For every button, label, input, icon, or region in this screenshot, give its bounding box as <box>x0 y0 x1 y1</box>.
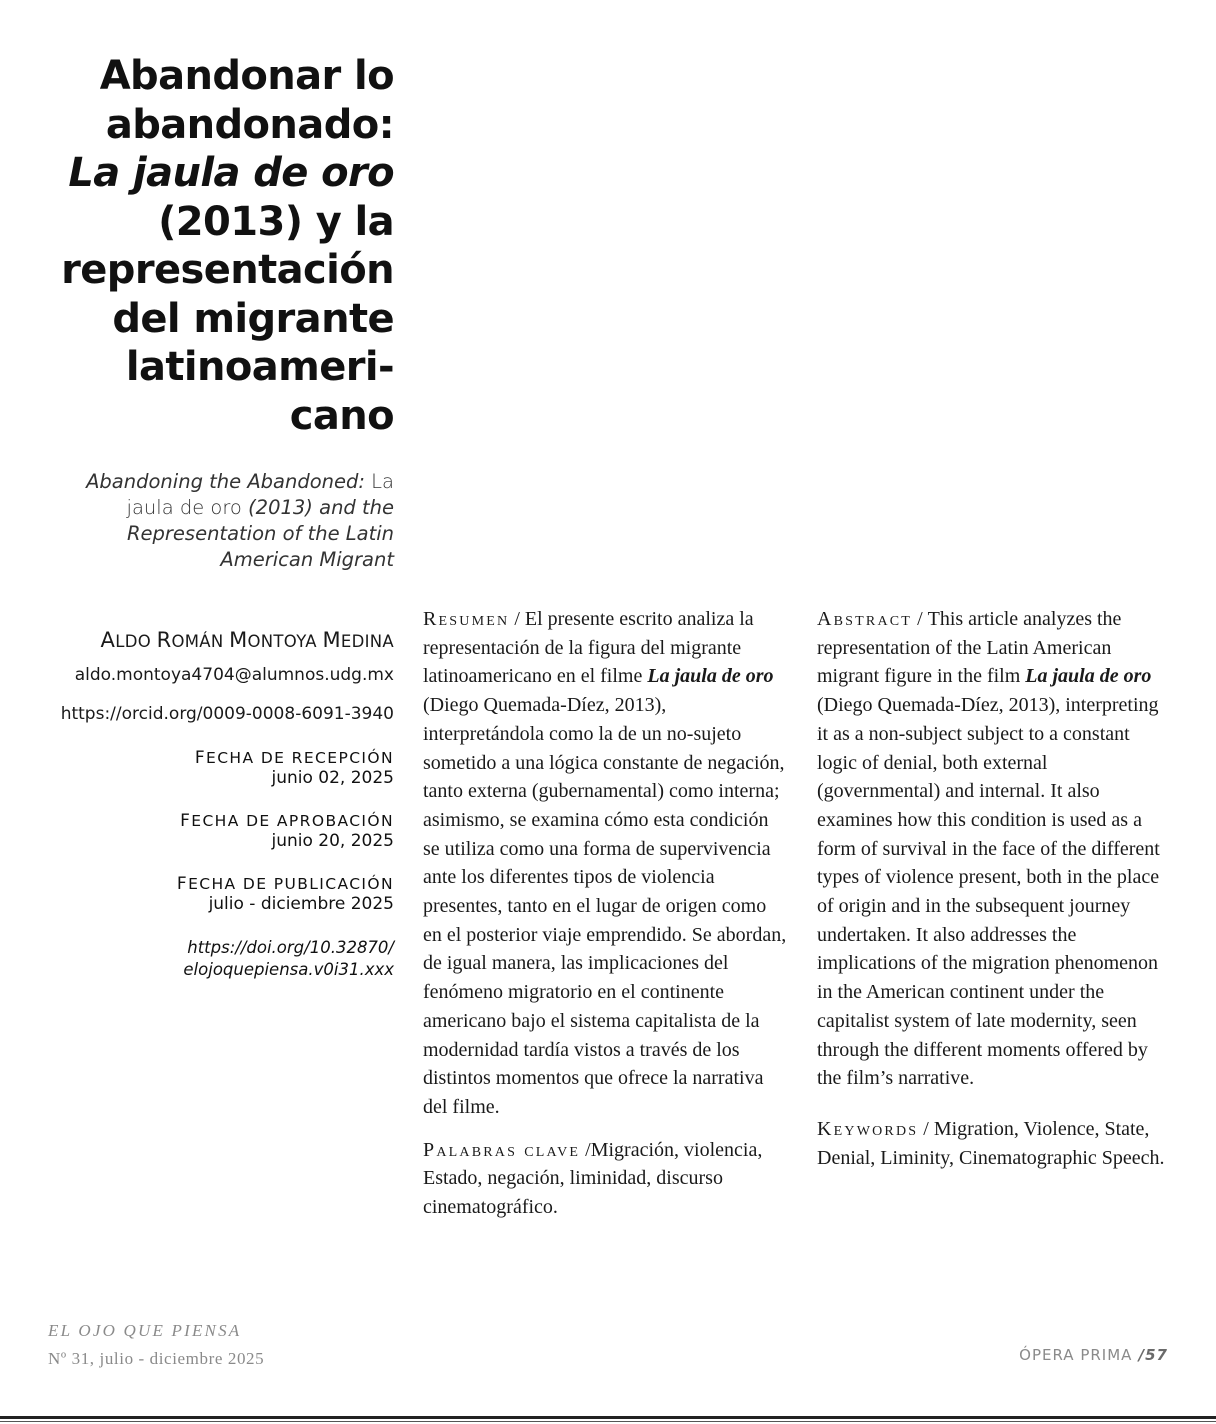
article-title <box>40 52 394 440</box>
date-label-cap: F <box>180 811 192 831</box>
date-value: julio - diciembre 2025 <box>208 894 394 914</box>
doi-link[interactable] <box>40 937 394 981</box>
palabras-clave-label-text: Palabras clave <box>423 1138 581 1161</box>
footer-page-sep: / <box>1132 1346 1146 1364</box>
palabras-clave-text: Migración, violencia, Estado, negación, liminidad, discurso cinematográfico. <box>423 1138 763 1219</box>
subtitle-film: La jaula de oro <box>126 470 394 519</box>
bottom-rule <box>0 1416 1216 1419</box>
resumen-text1: El presente escrito analiza la representación de la figura del migrante latinoamericano en el filme <box>423 608 754 688</box>
footer-journal-name: EL OJO QUE PIENSA <box>48 1321 242 1340</box>
dates-list <box>40 748 394 915</box>
article-subtitle <box>40 469 394 573</box>
resumen-text2: (Diego Quemada-Díez, 2013), interpretándola como la de un no-sujeto sometido a una lógica constante de negación, tanto externa (gubernamental) como interna; asimismo, se examina cómo esta condición se utiliza como una forma de supervivencia ante los diferentes tipos de violencia presentes, tanto en el lugar de origen como en el posterior viaje emprendido. Se abordan, de igual manera, las implicaciones del fenómeno migratorio en el continente americano bajo el sistema capitalista de la modernidad tardía vistos a través de los distintos momentos que ofrece la narrativa del filme. <box>423 694 787 1118</box>
abstract-sep: / <box>912 608 928 630</box>
subtitle-part2: (2013) and the Representation of the Latin American Migrant <box>126 496 394 571</box>
keywords-paragraph <box>817 1115 1169 1172</box>
abstract-film-title: La jaula de oro <box>1025 665 1152 688</box>
title-rest: (2013) y la representación del migrante latinoameri-cano <box>61 198 394 439</box>
abstract-paragraph <box>817 605 1169 1093</box>
subtitle-part1: Abandoning the Abandoned: <box>86 470 365 493</box>
date-label-rest: ECHA DE RECEPCIÓN <box>206 749 394 767</box>
abstract-column <box>817 605 1169 1172</box>
author-initial: R <box>156 628 172 652</box>
date-approved <box>40 811 394 852</box>
author-part: EDINA <box>340 632 394 651</box>
resumen-sep: / <box>509 608 525 630</box>
keywords-label <box>817 1118 934 1140</box>
date-value: junio 20, 2025 <box>271 831 394 851</box>
resumen-paragraph <box>423 605 789 1122</box>
author-name <box>40 628 394 652</box>
doi-line1[interactable]: https://doi.org/10.32870/ <box>187 938 394 957</box>
date-label-cap: F <box>194 748 207 768</box>
date-published <box>40 874 394 915</box>
bottom-rule-thin <box>0 1421 1216 1422</box>
resumen-column <box>423 605 789 1222</box>
article-header <box>40 52 394 981</box>
author-part: ONTOYA <box>247 632 323 651</box>
date-label <box>40 811 394 831</box>
author-initial: M <box>322 628 341 652</box>
author-initial: A <box>100 628 116 652</box>
palabras-clave-paragraph <box>423 1136 789 1222</box>
date-label <box>40 748 394 768</box>
author-email[interactable]: aldo.montoya4704@alumnos.udg.mx <box>74 665 394 685</box>
title-film: La jaula de oro <box>68 150 394 196</box>
doi-line2[interactable]: elojoquepiensa.v0i31.xxx <box>183 960 394 979</box>
abstract-text1: This article analyzes the representation of the Latin American migrant figure in the film <box>817 608 1122 688</box>
keywords-sep: / <box>918 1117 934 1140</box>
date-label-rest: ECHA DE APROBACIÓN <box>191 812 394 830</box>
author-initial: M <box>229 628 248 652</box>
page-number: 57 <box>1145 1346 1168 1364</box>
date-label <box>40 874 394 894</box>
author-part: OMÁN <box>171 632 230 651</box>
author-orcid-link[interactable]: https://orcid.org/0009-0008-6091-3940 <box>60 704 394 724</box>
footer-section-name: ÓPERA PRIMA <box>1019 1346 1133 1364</box>
author-part: LDO <box>115 632 157 651</box>
footer-issue: Nº 31, julio - diciembre 2025 <box>48 1349 265 1368</box>
date-received <box>40 748 394 789</box>
resumen-label <box>423 608 525 630</box>
abstract-text2: (Diego Quemada-Díez, 2013), interpreting it as a non-subject subject to a constant logic of denial, both external (governmental) and internal. It also examines how this condition is used as a form of survival in the face of the different types of violence present, both in the place of origin and in the subsequent journey undertaken. It also addresses the implications of the migration phenomenon in the American continent under the capitalist system of late modernity, seen through the different moments offered by the film’s narrative. <box>817 694 1160 1090</box>
date-value: junio 02, 2025 <box>271 768 394 788</box>
title-line1: Abandonar lo abandonado: <box>99 53 394 148</box>
keywords-label-text: Keywords <box>817 1117 919 1140</box>
date-label-rest: ECHA DE PUBLICACIÓN <box>188 875 394 893</box>
palabras-clave-label <box>423 1139 591 1161</box>
abstract-label <box>817 608 928 630</box>
footer-section <box>1019 1346 1168 1364</box>
keywords-text: Migration, Violence, State, Denial, Liminity, Cinematographic Speech. <box>817 1117 1165 1169</box>
date-label-cap: F <box>176 874 189 894</box>
resumen-label-text: Resumen <box>423 608 510 630</box>
palabras-clave-sep: / <box>580 1138 591 1161</box>
abstract-label-text: Abstract <box>817 608 913 630</box>
resumen-film-title: La jaula de oro <box>647 665 774 688</box>
